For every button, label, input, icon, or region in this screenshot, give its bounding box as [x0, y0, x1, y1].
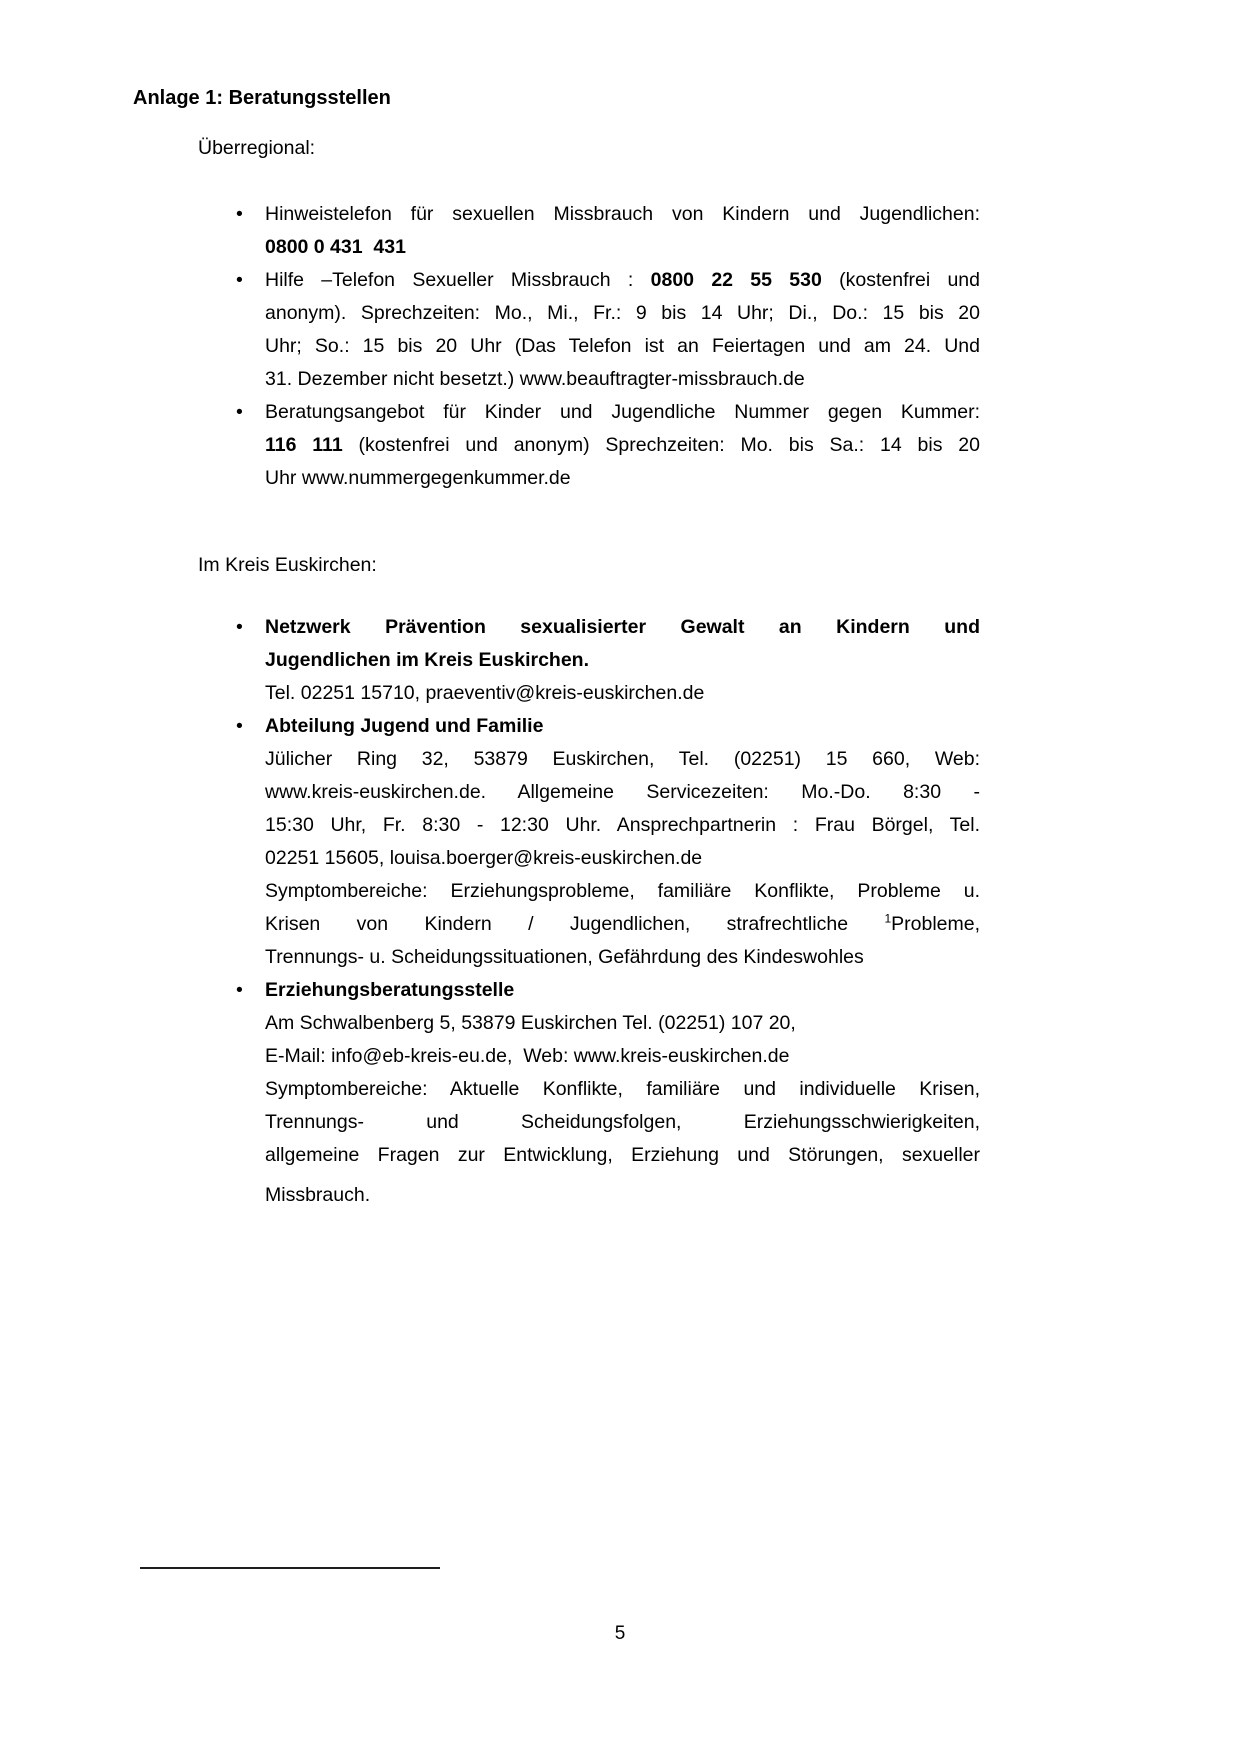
text-line: 0800 0 431 431: [265, 236, 406, 258]
text-line: 02251 15605, louisa.boerger@kreis-euskirchen.de: [265, 847, 703, 869]
text-segment: Hilfe –Telefon Sexueller Missbrauch :: [265, 269, 651, 291]
bullet-item-text: [265, 974, 980, 1212]
text-line: Beratungsangebot für Kinder und Jugendliche Nummer gegen Kummer:: [265, 401, 980, 423]
text-line: Jülicher Ring 32, 53879 Euskirchen, Tel. (02251) 15 660, Web:: [265, 748, 980, 770]
text-line: Erziehungsberatungsstelle: [265, 979, 515, 1001]
text-line: Trennungs- u. Scheidungssituationen, Gefährdung des Kindeswohles: [265, 946, 864, 968]
footnote-separator: [140, 1567, 440, 1569]
bullet-list-im-kreis-euskirchen: [236, 611, 980, 1212]
text-segment: Krisen von Kindern / Jugendlichen, strafrechtliche: [265, 913, 885, 935]
bullet-item: [236, 198, 980, 264]
document-heading: Anlage 1: Beratungsstellen: [133, 87, 391, 109]
text-line: [265, 264, 980, 297]
text-line: Trennungs- und Scheidungsfolgen, Erziehungsschwierigkeiten,: [265, 1111, 980, 1133]
page-number: 5: [614, 1623, 626, 1644]
bullet-item-text: [265, 264, 980, 396]
bullet-item-text: [265, 396, 980, 495]
text-line: Tel. 02251 15710, praeventiv@kreis-euskirchen.de: [265, 682, 705, 704]
footnote-marker: 1: [884, 911, 892, 926]
text-line: 15:30 Uhr, Fr. 8:30 - 12:30 Uhr. Ansprechpartnerin : Frau Börgel, Tel.: [265, 814, 980, 836]
bullet-icon: •: [236, 401, 243, 423]
bullet-item-text: [265, 710, 980, 974]
text-line: Uhr www.nummergegenkummer.de: [265, 467, 571, 489]
text-line: Symptombereiche: Aktuelle Konflikte, familiäre und individuelle Krisen,: [265, 1078, 980, 1100]
bullet-icon: •: [236, 269, 243, 291]
text-line: Am Schwalbenberg 5, 53879 Euskirchen Tel. (02251) 107 20,: [265, 1012, 796, 1034]
text-line: www.kreis-euskirchen.de. Allgemeine Servicezeiten: Mo.-Do. 8:30 -: [265, 781, 980, 803]
text-line: [265, 908, 980, 941]
bullet-item: [236, 611, 980, 710]
bullet-item-text: [265, 198, 980, 264]
bullet-item: [236, 264, 980, 396]
bullet-icon: •: [236, 616, 243, 638]
text-line: Missbrauch.: [265, 1184, 371, 1206]
text-line: Abteilung Jugend und Familie: [265, 715, 544, 737]
section-label-ueberregional: Überregional:: [198, 137, 316, 159]
text-line: E-Mail: info@eb-kreis-eu.de, Web: www.kreis-euskirchen.de: [265, 1045, 790, 1067]
bullet-icon: •: [236, 979, 243, 1001]
phone-number: 0800 22 55 530: [650, 269, 822, 291]
text-line: Netzwerk Prävention sexualisierter Gewalt an Kindern und: [265, 616, 980, 638]
text-line: Uhr; So.: 15 bis 20 Uhr (Das Telefon ist an Feiertagen und am 24. Und: [265, 335, 980, 357]
bullet-item-text: [265, 611, 980, 710]
bullet-list-ueberregional: [236, 198, 980, 495]
bullet-item: [236, 974, 980, 1212]
bullet-item: [236, 396, 980, 495]
text-line: 31. Dezember nicht besetzt.) www.beauftragter-missbrauch.de: [265, 368, 805, 390]
text-line: Hinweistelefon für sexuellen Missbrauch von Kindern und Jugendlichen:: [265, 203, 980, 225]
bullet-icon: •: [236, 715, 243, 737]
phone-number: 116 111: [265, 434, 343, 456]
section-label-im-kreis-euskirchen: Im Kreis Euskirchen:: [198, 554, 377, 576]
text-segment: Probleme,: [891, 913, 980, 935]
bullet-icon: •: [236, 203, 243, 225]
text-line: allgemeine Fragen zur Entwicklung, Erziehung und Störungen, sexueller: [265, 1144, 980, 1166]
text-line: Jugendlichen im Kreis Euskirchen.: [265, 649, 590, 671]
text-line: Symptombereiche: Erziehungsprobleme, familiäre Konflikte, Probleme u.: [265, 880, 980, 902]
bullet-item: [236, 710, 980, 974]
text-segment: (kostenfrei und: [821, 269, 980, 291]
text-line: [265, 429, 980, 462]
text-segment: (kostenfrei und anonym) Sprechzeiten: Mo. bis Sa.: 14 bis 20: [342, 434, 980, 456]
text-line: anonym). Sprechzeiten: Mo., Mi., Fr.: 9 bis 14 Uhr; Di., Do.: 15 bis 20: [265, 302, 980, 324]
